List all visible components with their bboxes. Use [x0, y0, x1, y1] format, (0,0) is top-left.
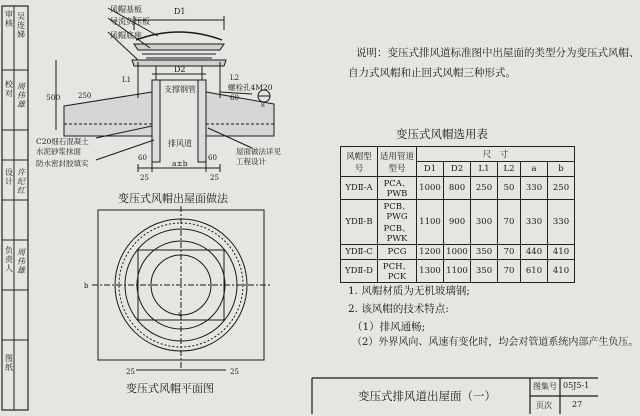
stamp-role-3: 设计	[5, 168, 13, 186]
cell-d2: 900	[444, 200, 471, 245]
stamp-name-1: 吴连娣	[17, 12, 25, 39]
plan-dim-25b: 25	[230, 368, 239, 376]
label-hood-bottom: 风帽底座	[110, 31, 142, 40]
stamp-name-3: 许纪红	[17, 168, 25, 195]
explanation-line-1: 说明：变压式排风道标准图中出屋面的类型分为变压式风帽、	[356, 47, 640, 59]
stamp-name-4: 周伟雄	[17, 248, 25, 275]
label-concrete2: 水泥砂浆抹面	[36, 147, 81, 156]
dim-d1: D1	[174, 7, 186, 16]
stamp-name-2: 周伟雄	[17, 82, 25, 109]
th-size: 尺 寸	[417, 147, 575, 162]
cell-l1: 250	[471, 177, 498, 200]
cell-a: 610	[521, 260, 548, 283]
dim-250: 250	[78, 92, 92, 100]
cell-b: 410	[548, 245, 575, 260]
dim-60c: 60	[230, 94, 239, 102]
cell-l2: 70	[498, 260, 521, 283]
dim-ab: a±b	[172, 159, 188, 168]
th-col-b: b	[548, 162, 575, 177]
th-col-a: a	[521, 162, 548, 177]
cell-a: 330	[521, 200, 548, 245]
elevation-caption: 变压式风帽出屋面做法	[118, 192, 228, 205]
cell-model: YDⅡ-C	[341, 245, 378, 260]
th-col-d1: D1	[417, 162, 444, 177]
cell-l2: 70	[498, 245, 521, 260]
cell-pipe: PCH、PCK	[378, 260, 417, 283]
page-number: 27	[572, 400, 583, 409]
dim-d2: D2	[174, 65, 186, 74]
drawing-title: 变压式排风道出屋面（一）	[358, 389, 496, 403]
cell-l1: 300	[471, 200, 498, 245]
th-model: 风帽型号	[341, 147, 378, 177]
cell-a: 330	[521, 177, 548, 200]
cell-b: 250	[548, 177, 575, 200]
table-title: 变压式风帽选用表	[396, 127, 488, 141]
cell-model: YDⅡ-D	[341, 260, 378, 283]
cell-model: YDⅡ-B	[341, 200, 378, 245]
cell-d1: 1000	[417, 177, 444, 200]
plan-dim-25a: 25	[126, 368, 135, 376]
cell-pipe: PCA、PWB	[378, 177, 417, 200]
dim-25a: 25	[140, 174, 149, 182]
atlas-label: 图集号	[533, 382, 557, 391]
th-col-l2: L2	[498, 162, 521, 177]
plan-dim-b: b	[84, 282, 89, 290]
cell-a: 440	[521, 245, 548, 260]
cell-d1: 1200	[417, 245, 444, 260]
cell-b: 410	[548, 260, 575, 283]
dim-l2: L2	[230, 74, 240, 82]
stamp-role-1: 审核	[5, 10, 13, 28]
th-col-l1: L1	[471, 162, 498, 177]
cell-d2: 800	[444, 177, 471, 200]
stamp-role-2: 校对	[5, 80, 13, 98]
label-concrete: C20细石混凝土	[36, 137, 89, 146]
dim-60b: 60	[208, 154, 217, 162]
label-ref: 8	[261, 102, 265, 109]
label-hood-top: 风帽基板	[110, 5, 142, 14]
stamp-extra: 图纸	[5, 354, 13, 372]
cell-d1: 1300	[417, 260, 444, 283]
dim-60a: 60	[138, 154, 147, 162]
dim-25b: 25	[210, 174, 219, 182]
label-roof-note1: 屋面做法详见	[236, 147, 281, 156]
label-waterproof: 防水密封胶填实	[36, 159, 89, 168]
note-3: （1）排风通畅;	[352, 321, 426, 333]
cell-d2: 1000	[444, 245, 471, 260]
page-label: 页次	[536, 401, 552, 410]
note-2: 2. 该风帽的技术特点:	[348, 303, 449, 315]
cell-pipe: PCB、PWG PCB、PWK	[378, 200, 417, 245]
label-roof-note2: 工程设计	[236, 157, 266, 166]
cell-l1: 350	[471, 245, 498, 260]
cell-d1: 1100	[417, 200, 444, 245]
th-col-d2: D2	[444, 162, 471, 177]
stamp-role-4: 负责人	[5, 246, 13, 273]
th-pipe: 适用管道型号	[378, 147, 417, 177]
explanation-line-2: 自力式风帽和止回式风帽三种形式。	[348, 67, 516, 79]
cell-d2: 1100	[444, 260, 471, 283]
cell-pipe: PCG	[378, 245, 417, 260]
label-bolt: 螺栓孔4M20	[228, 83, 273, 92]
dim-500: 500	[46, 93, 61, 102]
atlas-number: 05J5-1	[563, 381, 590, 390]
label-guide-plate: 导流负压板	[110, 17, 150, 26]
cell-b: 330	[548, 200, 575, 245]
plan-caption: 变压式风帽平面图	[126, 382, 214, 395]
note-1: 1. 风帽材质为无机玻璃钢;	[348, 285, 470, 297]
note-4: （2）外界风向、风速有变化时，均会对管道系统内部产生负压。	[352, 337, 639, 348]
cell-l2: 50	[498, 177, 521, 200]
label-support-pipe: 支撑钢管	[164, 85, 196, 94]
cell-l1: 350	[471, 260, 498, 283]
label-flue: 排风道	[168, 139, 192, 148]
dim-l1: L1	[122, 76, 132, 84]
cell-model: YDⅡ-A	[341, 177, 378, 200]
cell-l2: 70	[498, 200, 521, 245]
plan-dim-a: a	[178, 310, 183, 318]
